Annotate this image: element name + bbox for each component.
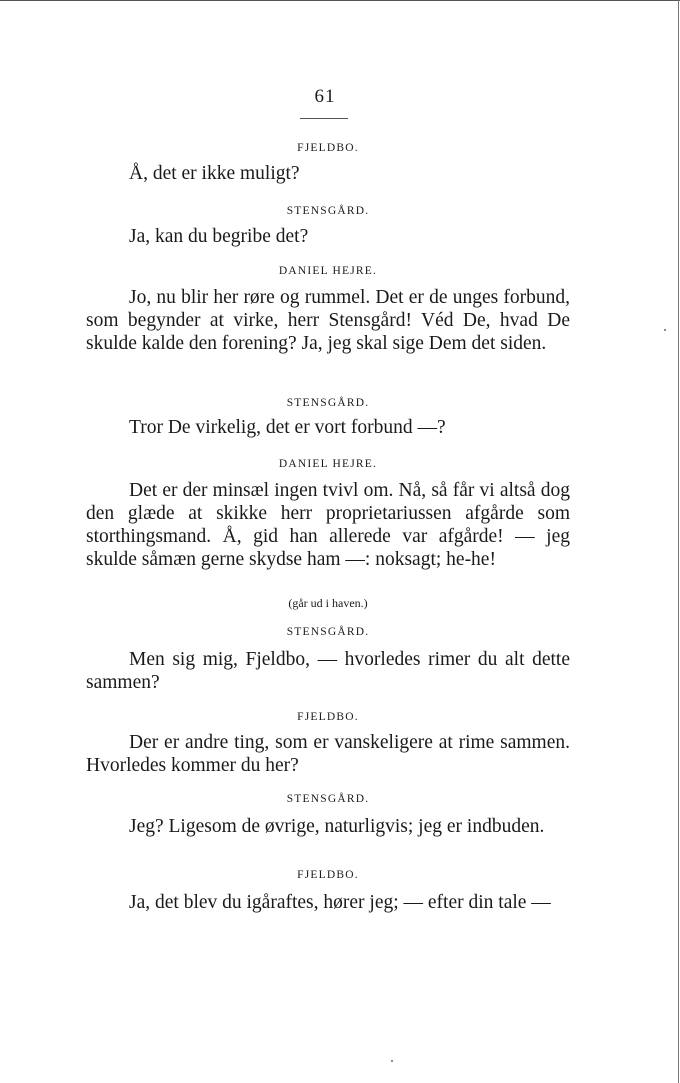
speaker-name: DANIEL HEJRE. bbox=[278, 458, 378, 470]
speaker-name: STENSGÅRD. bbox=[286, 793, 370, 805]
dialogue-text: Jeg? Ligesom de øvrige, naturligvis; jeg er indbuden. bbox=[129, 816, 545, 837]
scan-speck bbox=[391, 1060, 393, 1062]
stage-direction: (går ud i haven.) bbox=[288, 596, 368, 610]
speaker-name: FJELDBO. bbox=[297, 142, 359, 154]
speaker-name: FJELDBO. bbox=[297, 869, 359, 881]
dialogue-text: Det er der minsæl ingen tvivl om. Nå, så får vi altså dog den glæde at skikke herr proprietariussen afgårde som storthingsmand. Å, gid han allerede var afgårde! — jeg skulde såmæn gerne skydse ham —: noksagt; he-he! bbox=[86, 480, 570, 570]
speaker-name: STENSGÅRD. bbox=[286, 626, 370, 638]
scan-edge-right bbox=[678, 0, 679, 1083]
dialogue-text: Der er andre ting, som er vanskeligere at rime sammen. Hvorledes kommer du her? bbox=[86, 732, 570, 776]
dialogue-text: Å, det er ikke muligt? bbox=[129, 163, 300, 184]
speaker-name: STENSGÅRD. bbox=[286, 205, 370, 217]
speaker-name: FJELDBO. bbox=[297, 711, 359, 723]
scan-speck bbox=[664, 329, 666, 331]
page-number: 61 bbox=[314, 86, 336, 107]
scan-edge-top bbox=[0, 0, 680, 1]
speaker-name: DANIEL HEJRE. bbox=[278, 265, 378, 277]
dialogue-text: Ja, det blev du igåraftes, hører jeg; — efter din tale — bbox=[129, 892, 551, 913]
dialogue-text: Jo, nu blir her røre og rummel. Det er de unges forbund, som begynder at virke, herr Stensgård! Véd De, hvad De skulde kalde den forening? Ja, jeg skal sige Dem det siden. bbox=[86, 287, 570, 354]
dialogue-text: Ja, kan du begribe det? bbox=[129, 226, 309, 247]
dialogue-text: Men sig mig, Fjeldbo, — hvorledes rimer du alt dette sammen? bbox=[86, 649, 570, 693]
speaker-name: STENSGÅRD. bbox=[286, 397, 370, 409]
dialogue-text: Tror De virkelig, det er vort forbund —? bbox=[129, 417, 446, 438]
page-number-rule bbox=[300, 118, 348, 119]
